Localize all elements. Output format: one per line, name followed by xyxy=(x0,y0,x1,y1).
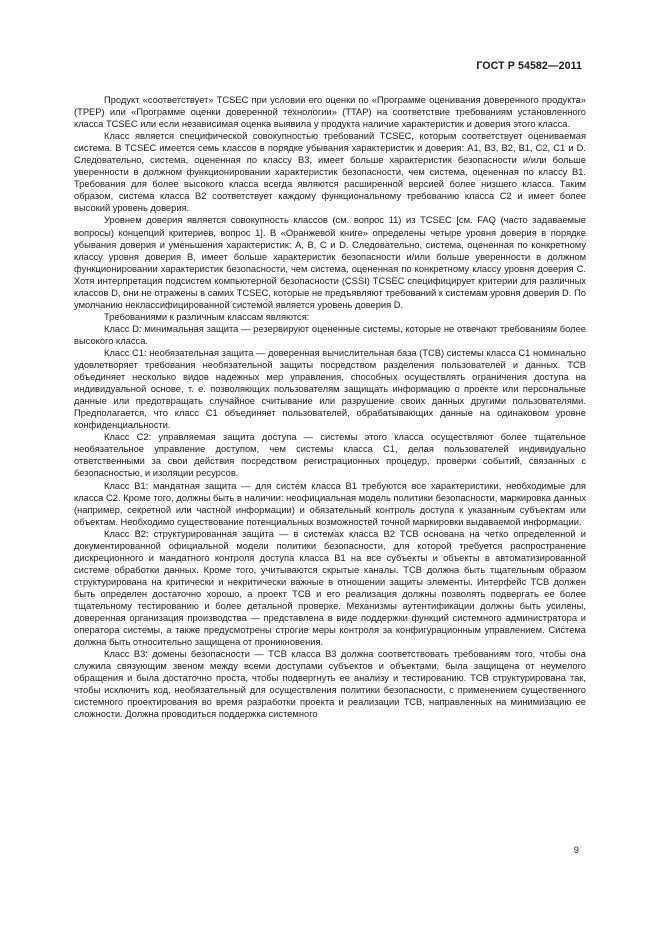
paragraph-class-definition: Класс является специфической совокупностью требований TCSEC, которым соответствует оцениваемая система. В TCSEC имеется семь классов в порядке убывания характеристик и доверия: A1, B3, B2, B1, C2, C1 и D. Следовательно, система, оцененная по классу B3, имеет больше характеристик безопасности и/или больше уверенности в должном функционировании характеристик безопасности, чем система, оцененная по классу B1. Требования для более высокого класса всегда являются расширенной версией более низшего класса. Таким образом, система класса B2 соответствует каждому функциональному требованию класса C2 и имеет более высокий уровень доверия. xyxy=(74,131,586,214)
standard-code-header: ГОСТ Р 54582—2011 xyxy=(476,60,582,72)
paragraph-class-c1: Класс C1: необязательная защита — доверенная вычислительная база (TCB) системы класса C1 номинально удовлетворяет требования необязательной защиты посредством разделения пользователей и данных. TCB объединяет несколько видов надежных мер управления, способных осуществлять ограничения доступа на индивидуальной основе, т. е. позволяющих пользователям защищать информацию о проекте или персональные данные или предотвращать случайное считывание или разрушение своих данных другими пользователями. Предполагается, что класс C1 объединяет пользователей, обрабатывающих данные на одинаковом уровне конфиденциальности. xyxy=(74,347,586,431)
page-number: 9 xyxy=(573,844,579,855)
document-body xyxy=(74,94,586,720)
paragraph-class-requirements-intro: Требованиями к различным классам являются: xyxy=(104,311,310,322)
paragraph-product-conformance: Продукт «соответствует» TCSEC при условии его оценки по «Программе оценивания доверенного продукта» (TPEP) или «Программе оценки доверенной технологии» (TTAP) на соответствие требованиям установленного класса TCSEC или если независимая оценка выявила у продукта наличие характеристик и доверия этого класса. xyxy=(74,95,586,130)
paragraph-trust-level: Уровнем доверия является совокупность классов (см. вопрос 11) из TCSEC [см. FAQ (часто задаваемые вопросы) концепций критериев, вопрос 1]. В «Оранжевой книге» определены четыре уровня доверия в порядке убывания доверия и уменьшения характеристик: A, B, C и D. Следовательно, система, оцененная по конкретному классу уровня доверия B, имеет больше характеристик безопасности и/или больше уверенности в должном функционировании характеристик безопасности, чем система, оцененная по конкретному классу уровня доверия C. Хотя интерпретация подсистем компьютерной безопасности (CSSI) TCSEC специфицирует критерии для различных классов D, они не отражены в самих TCSEC, которые не предъявляют требований к системам уровня доверия D. По умолчанию неклассифицированной системой является уровень доверия D. xyxy=(74,215,586,310)
paragraph-class-b2: Класс B2: структурированная защита — в системах класса B2 TCB основана на четко определенной и документированной официальной модели политики безопасности, для которой требуется распространение дискреционного и мандатного контроля доступа класса B1 на все субъекты и объекты в автоматизированной системе обработки данных. Кроме того, учитываются скрытые каналы. TCB должна быть тщательным образом структурирована на критически и некритически важные в отношении защиты элементы. Интерфейс TCB должен быть определен достаточно хорошо, а проект TCB и его реализация должны позволять подвергать ее более тщательному тестированию и более детальной проверке. Механизмы аутентификации должны быть усилены, доверенная организация производства — представлена в виде поддержки функций системного администратора и оператора системы, а также предусмотрены строгие меры контроля за конфигурационным управлением. Система должна быть относительно защищена от проникновения. xyxy=(74,528,586,648)
paragraph-class-c2: Класс C2: управляемая защита доступа — системы этого класса осуществляют более тщательное необязательное управление доступом, чем системы класса C1, делая пользователей индивидуально ответственными за свои действия посредством регистрационных процедур, проверки событий, связанных с безопасностью, и изоляции ресурсов. xyxy=(74,432,586,479)
paragraph-class-b3: Класс B3: домены безопасности — TCB класса B3 должна соответствовать требованиям того, чтобы она служила связующим звеном между всеми доступами субъектов и объектами, была защищена от неумелого обращения и была достаточно проста, чтобы подвергнуть ее анализу и тестированию. TCB структурирована так, чтобы исключить код, необязательный для осуществления политики безопасности, с применением существенного системного проектирования во время разработки проекта и реализации TCB, направленных на минимизацию ее сложности. Должна проводиться поддержка системного xyxy=(74,649,586,720)
paragraph-class-b1: Класс B1: мандатная защита — для систем класса B1 требуются все характеристики, необходимые для класса C2. Кроме того, должны быть в наличии: неофициальная модель политики безопасности, маркировка данных (например, секретной или частной информации) и обязательный контроль доступа к указанным субъектам или объектам. Необходимо существование потенциальных возможностей точной маркировки выдаваемой информации. xyxy=(74,480,586,527)
paragraph-class-d: Класс D: минимальная защита — резервируют оцененные системы, которые не отвечают требованиям более высокого класса. xyxy=(74,323,586,346)
